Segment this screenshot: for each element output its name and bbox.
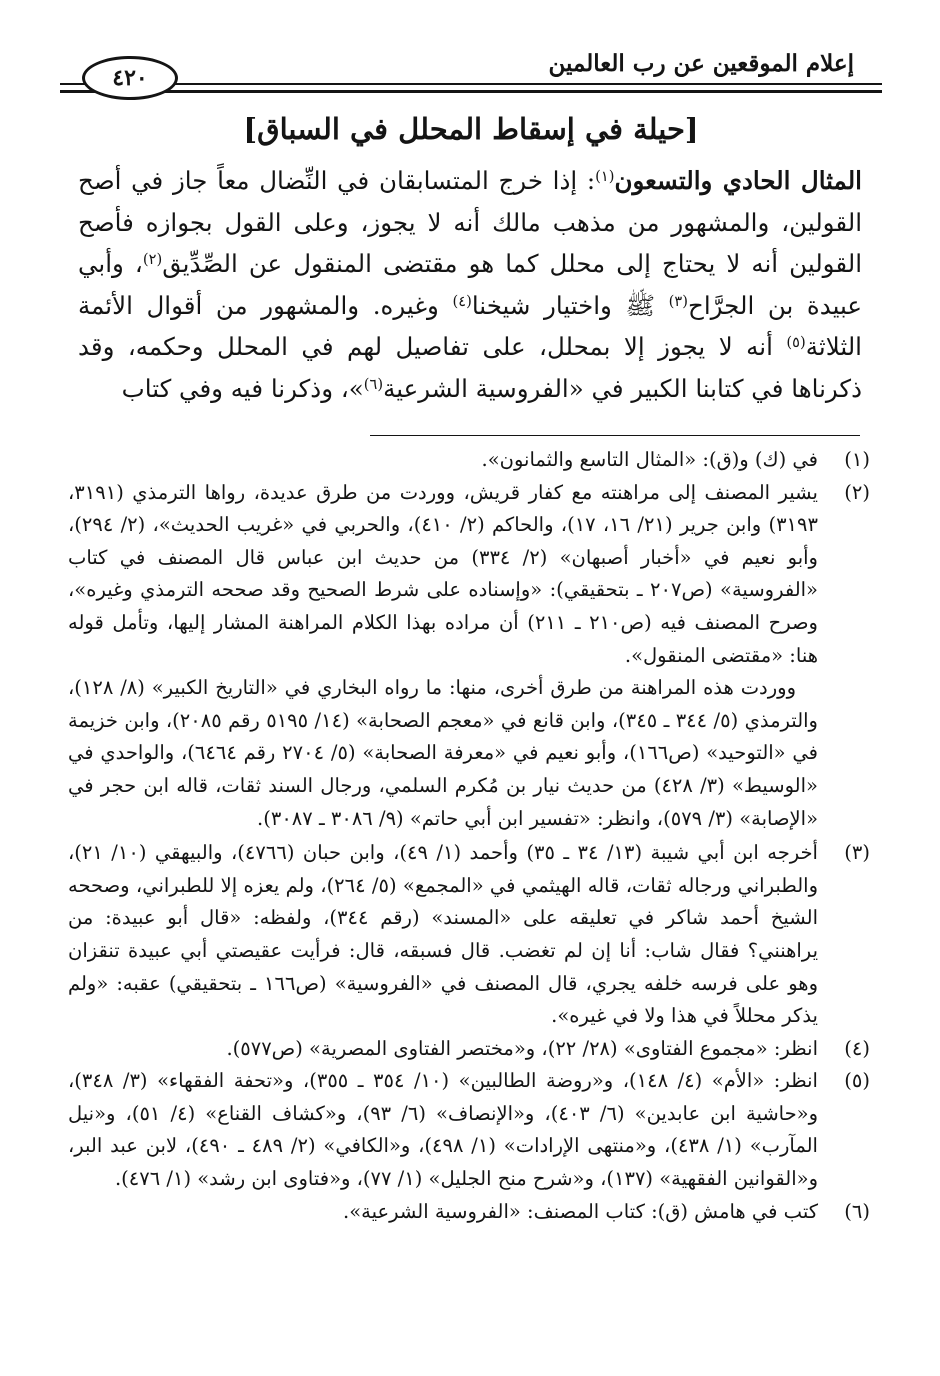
footnote-2 <box>68 477 874 836</box>
footnote-text: في (ك) و(ق): «المثال التاسع والثمانون». <box>481 448 818 471</box>
main-text <box>78 160 862 409</box>
footnote-ref-2: (٢) <box>142 250 163 268</box>
footnote-ref-5: (٥) <box>786 333 806 351</box>
footnote-ref-3: (٣) <box>668 292 689 310</box>
footnote-6 <box>68 1196 874 1229</box>
footnote-text: أخرجه ابن أبي شيبة (١٣/ ٣٤ ـ ٣٥) وأحمد (١/ ٤٩)، وابن حبان (٤٧٦٦)، والبيهقي (١٠/ ٢١)، والطبراني ورجاله ثقات، قاله الهيثمي في «المجمع» (٥/ ٢٦٤)، ولم يعزه إلا للطبراني، وصححه الشيخ أحمد شاكر في تعليقه على «المسند» (رقم ٣٤٤)، ولفظه: «قال أبو عبيدة: من يراهنني؟ فقال شاب: أنا إن لم تغضب. قال فسبقه، قال: فرأيت عقيصتي أبي عبيدة تنقزان وهو على فرسه خلفه يجري، قال المصنف في «الفروسية» (ص١٦٦ ـ بتحقيقي) عقبه: «ولم يذكر محللاً في هذا ولا في غيره». <box>68 841 818 1028</box>
body-segment-2: ، وأبي عبيدة بن الجرَّاح <box>78 249 863 320</box>
section-title: [حيلة في إسقاط المحلل في السباق] <box>243 112 699 146</box>
page-number-oval <box>82 56 178 100</box>
footnote-1 <box>68 444 874 477</box>
body-segment-3: ﷺ واختيار شيخنا <box>471 290 669 320</box>
footnote-number: (٥) <box>844 1069 870 1093</box>
body-segment-4: وغيره. والمشهور من أقوال الأئمة الثلاثة <box>78 290 862 361</box>
example-lead: المثال الحادي والتسعون <box>614 166 862 195</box>
main-paragraph <box>78 160 862 409</box>
footnote-text: كتب في هامش (ق): كتاب المصنف: «الفروسية الشرعية». <box>343 1199 818 1223</box>
footnote-number: (٣) <box>844 841 870 865</box>
footnote-ref-1: (١) <box>595 167 615 185</box>
footnote-ref-6: (٦) <box>363 375 384 393</box>
footnote-5 <box>68 1065 874 1195</box>
footnote-text: انظر: «مجموع الفتاوى» (٢٨/ ٢٢)، و«مختصر الفتاوى المصرية» (ص٥٧٧). <box>226 1036 818 1060</box>
footnote-number: (٤) <box>844 1036 870 1060</box>
footnote-text: يشير المصنف إلى مراهنته مع كفار قريش، ووردت من طرق عديدة، رواها الترمذي (٣١٩١، ٣١٩٣) وابن جرير (٢١/ ١٦، ١٧)، والحاكم (٢/ ٤١٠)، والحربي في «غريب الحديث»، (٢/ ٢٩٤)، وأبو نعيم في «أخبار أصبهان» (٢/ ٣٣٤) من حديث ابن عباس قال المصنف في كتاب «الفروسية» (ص٢٠٧ ـ بتحقيقي): «وإسناده على شرط الصحيح وقد صححه الترمذي وغيره»، وصرح المصنف فيه (ص٢١٠ ـ ٢١١) أن مراده بهذا الكلام المراهنة المشار إليها، وتأمل قوله هنا: «مقتضى المنقول». <box>68 480 818 667</box>
footnote-number: (١) <box>844 448 870 471</box>
footnote-number: (٢) <box>844 480 870 504</box>
body-segment-1: : إذا خرج المتسابقان في النِّضال معاً جاز في أصح القولين، والمشهور من مذهب مالك أنه لا يجوز، وعلى القول بجوازه فأصح القولين أنه لا يحتاج إلى محلل كما هو مقتضى المنقول عن الصِّدِّيق <box>78 166 862 278</box>
footnote-separator <box>370 435 860 436</box>
footnote-ref-4: (٤) <box>452 292 472 310</box>
footnote-text: انظر: «الأم» (٤/ ١٤٨)، و«روضة الطالبين» (١٠/ ٣٥٤ ـ ٣٥٥)، و«تحفة الفقهاء» (٣/ ٣٤٨)، و«حاشية ابن عابدين» (٦/ ٤٠٣)، و«الإنصاف» (٦/ ٩٣)، و«كشاف القناع» (٤/ ٥١)، و«نيل المآرب» (١/ ٤٣٨)، و«منتهى الإرادات» (١/ ٤٩٨)، و«الكافي» (٢/ ٤٨٩ ـ ٤٩٠)، لابن عبد البر، و«القوانين الفقهية» (١٣٧)، و«شرح منح الجليل» (١/ ٧٧)، و«فتاوى ابن رشد» (١/ ٤٧٦). <box>68 1069 819 1191</box>
footnote-4 <box>68 1033 874 1066</box>
running-title: إعلام الموقعين عن رب العالمين <box>548 50 854 77</box>
footnote-text-continued: ووردت هذه المراهنة من طرق أخرى، منها: ما رواه البخاري في «التاريخ الكبير» (٨/ ١٢٨)، والترمذي (٥/ ٣٤٤ ـ ٣٤٥)، وابن قانع في «معجم الصحابة» (١٤/ ٥١٩٥ رقم ٢٠٨٥)، وابن خزيمة في «التوحيد» (ص١٦٦)، وأبو نعيم في «معرفة الصحابة» (٥/ ٢٧٠٤ رقم ٦٤٦٤)، والواحدي في «الوسيط» (٣/ ٤٢٨) من حديث نيار بن مُكرم السلمي، ورجال السند ثقات، قاله ابن حجر في «الإصابة» (٣/ ٥٧٩)، وانظر: «تفسير ابن أبي حاتم» (٩/ ٣٠٨٦ ـ ٣٠٨٧). <box>68 676 818 830</box>
footnote-number: (٦) <box>844 1199 870 1223</box>
header-rule-thin <box>60 83 882 85</box>
footnote-3 <box>68 837 874 1033</box>
running-header <box>60 46 882 106</box>
body-segment-5: أنه لا يجوز إلا بمحلل، على تفاصيل لهم في المحلل وحكمه، وقد ذكرناها في كتابنا الكبير في «الفروسية الشرعية <box>78 332 862 403</box>
body-segment-6: »، وذكرنا فيه وفي كتاب <box>121 373 364 403</box>
footnotes <box>68 444 874 1228</box>
page-number: ٤٢٠ <box>112 65 148 91</box>
header-rule-thick <box>60 90 882 93</box>
